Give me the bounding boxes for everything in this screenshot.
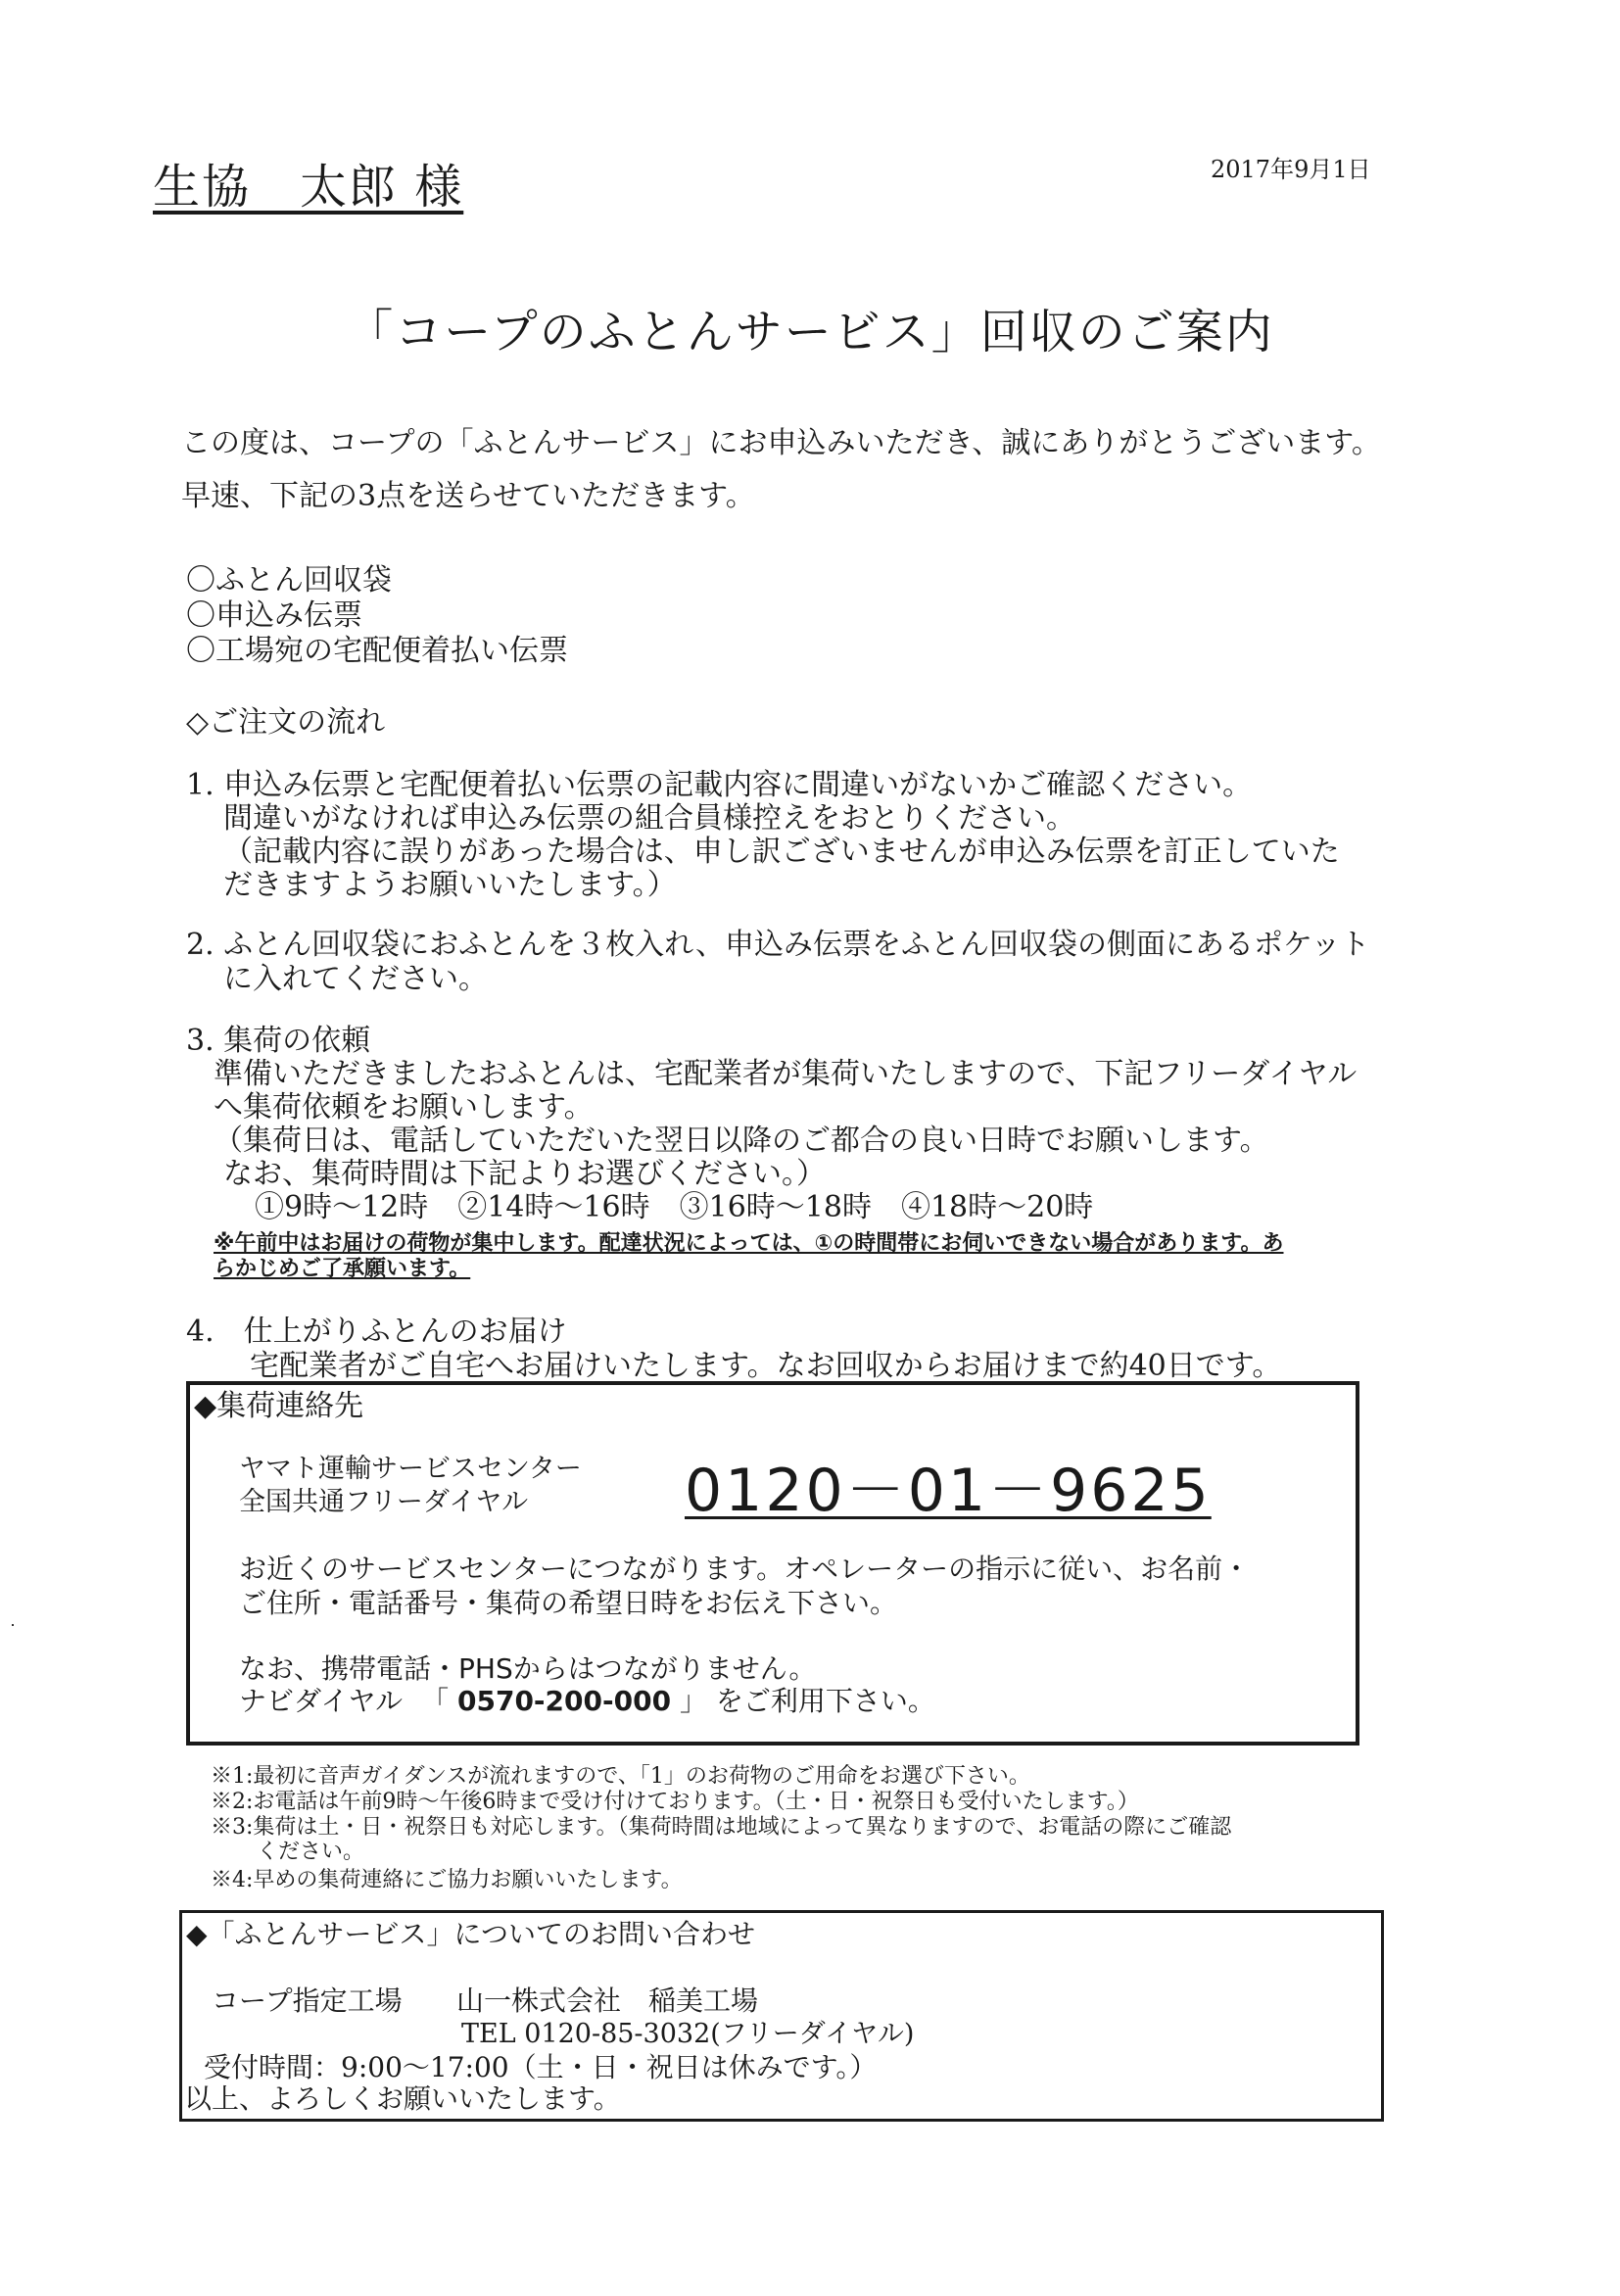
mobile-note: なお、携帯電話・PHSからはつながりません。: [239, 1652, 817, 1685]
scan-speck: [12, 1624, 14, 1626]
navi-dial-line: [239, 1682, 935, 1721]
pickup-time-slots: ①9時～12時 ②14時～16時 ③16時～18時 ④18時～20時: [255, 1190, 1094, 1224]
service-center-name: ヤマト運輸サービスセンター: [239, 1454, 582, 1484]
step-3-line: へ集荷依頼をお願いします。: [214, 1090, 594, 1124]
enclosed-item: 〇工場宛の宅配便着払い伝票: [186, 634, 568, 668]
footnote: ください。: [257, 1840, 365, 1864]
step-3-note: ※午前中はお届けの荷物が集中します。配達状況によっては、①の時間帯にお伺いできない場合があります。あ: [214, 1231, 1284, 1256]
footnote: ※4:早めの集荷連絡にご協力お願いいたします。: [211, 1868, 683, 1892]
step-1-line: 間違いがなければ申込み伝票の組合員様控えをおとりください。: [223, 801, 1075, 836]
step-3-line: なお、集荷時間は下記よりお選びください。）: [223, 1157, 826, 1191]
closing-remark: 以上、よろしくお願いいたします。: [184, 2082, 621, 2115]
navi-open-bracket: 「: [421, 1685, 450, 1717]
step-3-heading: 3. 集荷の依頼: [186, 1024, 371, 1058]
factory-label: コープ指定工場: [212, 1985, 403, 2017]
footnote: ※2:お電話は午前9時～午後6時まで受け付けております。（土・日・祝祭日も受付いたします。）: [211, 1790, 1139, 1814]
free-dial-number[interactable]: 0120－01－9625: [685, 1457, 1212, 1525]
document-date: 2017年9月1日: [1211, 156, 1371, 183]
enclosed-item: 〇申込み伝票: [186, 598, 362, 633]
navi-dial-number[interactable]: 0570-200-000: [457, 1685, 672, 1717]
business-hours: 受付時間：9:00～17:00（土・日・祝日は休みです。）: [204, 2051, 878, 2083]
inquiry-box-heading: ◆「ふとんサービス」についてのお問い合わせ: [186, 1918, 755, 1950]
factory-tel[interactable]: TEL 0120-85-3032(フリーダイヤル): [461, 2019, 915, 2049]
footnote: ※3:集荷は土・日・祝祭日も対応します。（集荷時間は地域によって異なりますので、お電話の際にご確認: [211, 1815, 1232, 1840]
navi-dial-label: ナビダイヤル: [239, 1685, 404, 1717]
step-1-line: 1. 申込み伝票と宅配便着払い伝票の記載内容に間違いがないかご確認ください。: [186, 768, 1253, 802]
intro-line: 早速、下記の3点を送らせていただきます。: [181, 479, 755, 513]
navi-close-bracket: 」: [679, 1685, 707, 1717]
step-3-note: らかじめご了承願います。: [214, 1257, 471, 1281]
enclosed-item: 〇ふとん回収袋: [186, 563, 392, 598]
pickup-desc: ご住所・電話番号・集荷の希望日時をお伝え下さい。: [239, 1587, 898, 1619]
step-2-line: に入れてください。: [223, 962, 488, 996]
flow-heading: ◇ご注文の流れ: [186, 705, 386, 740]
pickup-box-heading: ◆集荷連絡先: [194, 1389, 364, 1423]
navi-dial-suffix: をご利用下さい。: [715, 1685, 935, 1717]
addressee: 生協 太郎 様: [153, 160, 464, 215]
service-center-sub: 全国共通フリーダイヤル: [239, 1487, 529, 1517]
footnote: ※1:最初に音声ガイダンスが流れますので、「1」のお荷物のご用命をお選び下さい。: [211, 1764, 1030, 1789]
pickup-contact-box: [186, 1381, 1359, 1746]
document-title: 「コープのふとんサービス」回収のご案内: [346, 305, 1274, 359]
step-2-line: 2. ふとん回収袋におふとんを３枚入れ、申込み伝票をふとん回収袋の側面にあるポケット: [186, 928, 1370, 962]
step-1-line: （記載内容に誤りがあった場合は、申し訳ございませんが申込み伝票を訂正していた: [223, 835, 1340, 869]
step-4-heading: 4. 仕上がりふとんのお届け: [186, 1315, 567, 1349]
step-3-line: 準備いただきましたおふとんは、宅配業者が集荷いたしますので、下記フリーダイヤル: [214, 1057, 1358, 1091]
step-1-line: だきますようお願いいたします。）: [223, 868, 677, 902]
inquiry-contact-box: [179, 1910, 1384, 2122]
pickup-desc: お近くのサービスセンターにつながります。オペレーターの指示に従い、お名前・: [239, 1553, 1251, 1585]
step-3-line: （集荷日は、電話していただいた翌日以降のご都合の良い日時でお願いします。: [214, 1124, 1269, 1158]
step-4-line: 宅配業者がご自宅へお届けいたします。なお回収からお届けまで約40日です。: [250, 1349, 1282, 1383]
factory-name: 山一株式会社 稲美工場: [456, 1985, 759, 2017]
intro-line: この度は、コープの「ふとんサービス」にお申込みいただき、誠にありがとうございます。: [181, 426, 1381, 460]
